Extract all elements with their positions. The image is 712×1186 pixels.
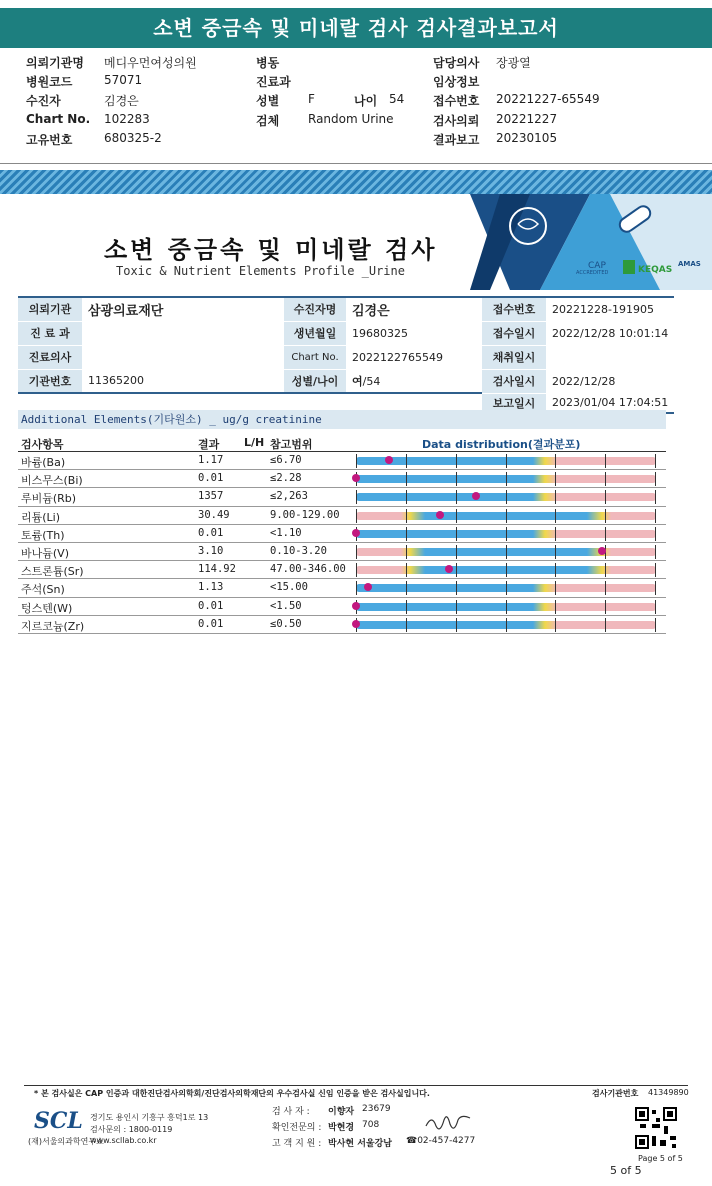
hero-banner — [0, 194, 712, 290]
bar-tick — [555, 472, 556, 486]
staff2-label: 확인전문의 : — [272, 1123, 322, 1133]
cell-ref: ≤2.28 — [270, 472, 302, 485]
bar-tick — [456, 490, 457, 504]
bar-tick — [406, 509, 407, 523]
cell-ref: 0.10-3.20 — [270, 544, 327, 557]
cell-ref: 9.00-129.00 — [270, 508, 340, 521]
distribution-bar — [356, 493, 656, 501]
bar-tick — [555, 509, 556, 523]
result-marker — [364, 583, 372, 591]
bar-tick — [456, 581, 457, 595]
hero-title: 소변 중금속 및 미네랄 검사 — [104, 236, 438, 264]
bar-tick — [456, 472, 457, 486]
value-chart: 2022122765549 — [346, 345, 482, 369]
cell-item: 루비듐(Rb) — [21, 492, 77, 506]
results-table — [18, 434, 666, 634]
bar-tick — [356, 454, 357, 468]
label-name: 수진자명 — [284, 297, 346, 321]
cell-item: 리튬(Li) — [21, 510, 61, 524]
bar-tick — [456, 600, 457, 614]
footer-divider — [24, 1085, 688, 1086]
bar-tick — [605, 509, 606, 523]
cell-ref: ≤0.50 — [270, 617, 302, 630]
bar-tick — [356, 509, 357, 523]
staff1-label: 검 사 자 : — [272, 1107, 310, 1117]
signature-icon — [424, 1112, 472, 1134]
cell-item: 스트론튬(Sr) — [21, 565, 84, 579]
bar-tick — [655, 618, 656, 632]
bar-tick — [506, 527, 507, 541]
staff3-label: 고 객 지 원 : — [272, 1139, 322, 1149]
bar-tick — [456, 527, 457, 541]
meta-label: 진료과 — [256, 75, 291, 89]
bar-tick — [655, 527, 656, 541]
value-doctor — [82, 345, 284, 369]
bar-tick — [506, 490, 507, 504]
col-lh: L/H — [244, 436, 265, 449]
bar-tick — [406, 581, 407, 595]
meta-label: 접수번호 — [433, 94, 480, 108]
value-dept — [82, 321, 284, 345]
bar-tick — [605, 581, 606, 595]
cell-result: 3.10 — [198, 544, 224, 557]
badge-cap: CAP — [588, 261, 606, 271]
cell-ref: 47.00-346.00 — [270, 563, 346, 576]
results-body — [18, 452, 666, 634]
cell-result: 0.01 — [198, 599, 224, 612]
bar-tick — [406, 454, 407, 468]
col-dist: Data distribution(결과분포) — [422, 438, 581, 451]
meta-label: 담당의사 — [433, 56, 480, 70]
qr-code-icon — [634, 1106, 678, 1150]
bar-tick — [506, 509, 507, 523]
meta-value: 김경은 — [104, 94, 139, 108]
bar-tick — [406, 545, 407, 559]
page-number: 5 of 5 — [610, 1164, 642, 1177]
staff3-name: 박사현 서울강남 — [328, 1139, 392, 1149]
bar-tick — [506, 600, 507, 614]
bar-tick — [506, 454, 507, 468]
bar-tick — [605, 600, 606, 614]
staff1-name: 이향자 — [328, 1107, 355, 1117]
distribution-bar — [356, 457, 656, 465]
value-org: 삼광의료재단 — [82, 297, 284, 321]
value-sex: 여 — [352, 374, 363, 388]
staff1-no: 23679 — [362, 1104, 391, 1114]
col-result: 결과 — [198, 438, 220, 451]
value-inst: 11365200 — [82, 369, 284, 393]
value-sexage — [346, 369, 482, 393]
result-marker — [352, 529, 360, 537]
cell-ref: ≤2,263 — [270, 490, 308, 503]
value-testdate: 2022/12/28 — [546, 369, 674, 393]
distribution-bar — [356, 566, 656, 574]
meta-value: 680325-2 — [104, 131, 162, 145]
distribution-bar — [356, 475, 656, 483]
label-dept: 진 료 과 — [18, 321, 82, 345]
value-birth: 19680325 — [346, 321, 482, 345]
meta-label: 병원코드 — [26, 75, 73, 89]
table-row — [18, 543, 666, 561]
label-testdate: 검사일시 — [482, 369, 546, 393]
table-row — [18, 561, 666, 579]
bar-tick — [555, 600, 556, 614]
meta-label: 의뢰기관명 — [26, 56, 84, 70]
distribution-bar — [356, 621, 656, 629]
meta-label: 결과보고 — [433, 133, 480, 147]
section-heading: Additional Elements(기타원소) _ ug/g creatinine — [18, 410, 666, 429]
label-chart: Chart No. — [284, 345, 346, 369]
meta-label: 검체 — [256, 114, 280, 128]
address: 경기도 용인시 기흥구 흥덕1로 13 — [90, 1113, 209, 1122]
meta-label: 성별 — [256, 94, 280, 108]
bar-tick — [555, 527, 556, 541]
staff3-tel: ☎02-457-4277 — [406, 1136, 476, 1146]
bar-tick — [456, 454, 457, 468]
label-doctor: 진료의사 — [18, 345, 82, 369]
bar-tick — [456, 509, 457, 523]
meta-label: 고유번호 — [26, 133, 73, 147]
distribution-bar — [356, 603, 656, 611]
meta-label: 나이 — [354, 94, 378, 108]
bar-tick — [406, 472, 407, 486]
bar-tick — [356, 581, 357, 595]
bar-tick — [655, 563, 656, 577]
footer-notice: * 본 검사실은 CAP 인증과 대한진단검사의학회/진단검사의학재단의 우수검사실 신임 인증을 받은 검사실입니다. — [34, 1089, 430, 1098]
decorative-stripe — [0, 170, 712, 194]
bar-tick — [555, 490, 556, 504]
bar-tick — [655, 472, 656, 486]
bar-tick — [406, 563, 407, 577]
lab-no: 41349890 — [648, 1088, 689, 1097]
value-collect — [546, 345, 674, 369]
cell-result: 30.49 — [198, 508, 230, 521]
badge-keqas: KEQAS — [638, 265, 673, 275]
distribution-bar — [356, 512, 656, 520]
label-birth: 생년월일 — [284, 321, 346, 345]
col-item: 검사항목 — [21, 438, 64, 451]
bar-tick — [655, 600, 656, 614]
bar-tick — [506, 581, 507, 595]
table-row — [18, 507, 666, 525]
bar-tick — [456, 545, 457, 559]
bar-tick — [406, 490, 407, 504]
cell-result: 1.13 — [198, 581, 224, 594]
logo-sub: (재)서울의과학연구소 — [28, 1137, 104, 1146]
bar-tick — [605, 563, 606, 577]
table-row — [18, 470, 666, 488]
bar-tick — [655, 581, 656, 595]
cell-result: 0.01 — [198, 617, 224, 630]
label-sexage: 성별/나이 — [284, 369, 346, 393]
meta-value: 장광열 — [496, 56, 531, 70]
meta-value: 20221227-65549 — [496, 92, 600, 106]
meta-value: 메디우먼여성의원 — [104, 56, 197, 70]
lab-no-label: 검사기관번호 — [592, 1089, 639, 1098]
result-marker — [352, 620, 360, 628]
result-marker — [352, 474, 360, 482]
bar-tick — [655, 454, 656, 468]
table-row — [18, 525, 666, 543]
result-marker — [598, 547, 606, 555]
bar-tick — [356, 563, 357, 577]
bar-tick — [555, 545, 556, 559]
meta-label: 수진자 — [26, 94, 61, 108]
bar-tick — [506, 563, 507, 577]
staff2-name: 박현경 — [328, 1123, 355, 1133]
cell-ref: <15.00 — [270, 581, 308, 594]
cell-item: 토륨(Th) — [21, 528, 65, 542]
bar-tick — [555, 581, 556, 595]
bar-tick — [356, 545, 357, 559]
distribution-bar — [356, 548, 656, 556]
bar-tick — [605, 490, 606, 504]
bar-tick — [655, 545, 656, 559]
label-recno: 접수번호 — [482, 297, 546, 321]
result-marker — [472, 492, 480, 500]
meta-label: 임상정보 — [433, 75, 480, 89]
table-row — [18, 452, 666, 470]
scl-logo: SCL — [34, 1108, 83, 1134]
meta-value: 54 — [389, 92, 405, 106]
cell-result: 1357 — [198, 490, 224, 503]
bar-tick — [406, 600, 407, 614]
cell-item: 주석(Sn) — [21, 583, 65, 597]
bar-tick — [605, 527, 606, 541]
value-report: 2023/01/04 17:04:51 — [546, 393, 674, 413]
bar-tick — [506, 472, 507, 486]
distribution-bar — [356, 584, 656, 592]
cell-ref: <1.50 — [270, 599, 302, 612]
bar-tick — [456, 563, 457, 577]
cell-item: 바나듐(V) — [21, 546, 69, 560]
value-recdate: 2022/12/28 10:01:14 — [546, 321, 674, 345]
meta-label: 병동 — [256, 56, 280, 70]
distribution-bar — [356, 530, 656, 538]
bar-tick — [406, 618, 407, 632]
bar-tick — [506, 545, 507, 559]
table-row — [18, 488, 666, 506]
col-ref: 참고범위 — [270, 438, 313, 451]
staff2-no: 708 — [362, 1120, 380, 1130]
cell-result: 0.01 — [198, 526, 224, 539]
badge-amas: AMAS — [678, 260, 701, 268]
bar-tick — [555, 618, 556, 632]
meta-value: 20221227 — [496, 112, 558, 126]
website: www.scllab.co.kr — [90, 1136, 157, 1145]
value-recno: 20221228-191905 — [546, 297, 674, 321]
cell-result: 1.17 — [198, 454, 224, 466]
value-name: 김경은 — [346, 297, 482, 321]
report-title: 소변 중금속 및 미네랄 검사 검사결과보고서 — [0, 8, 712, 48]
table-row — [18, 579, 666, 597]
meta-value: Random Urine — [308, 112, 394, 126]
meta-value: 57071 — [104, 73, 143, 87]
contact: 검사문의 : 1800-0119 — [90, 1125, 173, 1134]
table-row — [18, 598, 666, 616]
cell-item: 바륨(Ba) — [21, 456, 66, 469]
hero-graphic — [470, 194, 712, 290]
cell-item: 비스무스(Bi) — [21, 474, 83, 488]
patient-info-table — [18, 296, 674, 414]
value-age: /54 — [362, 374, 381, 388]
divider — [0, 163, 712, 164]
meta-label: 검사의뢰 — [433, 114, 480, 128]
cell-result: 0.01 — [198, 472, 224, 485]
bar-tick — [655, 490, 656, 504]
result-marker — [445, 565, 453, 573]
meta-label: Chart No. — [26, 112, 91, 126]
bar-tick — [356, 490, 357, 504]
cell-result: 114.92 — [198, 563, 236, 576]
result-marker — [436, 511, 444, 519]
bar-tick — [506, 618, 507, 632]
bar-tick — [555, 454, 556, 468]
keqas-logo-mark — [623, 260, 635, 274]
cell-item: 텅스텐(W) — [21, 601, 73, 615]
cell-item: 지르코늄(Zr) — [21, 619, 85, 633]
results-header — [18, 434, 666, 452]
label-inst: 기관번호 — [18, 369, 82, 393]
bar-tick — [605, 472, 606, 486]
page-small: Page 5 of 5 — [638, 1154, 683, 1163]
badge-accredited: ACCREDITED — [576, 270, 609, 276]
cell-ref: <1.10 — [270, 526, 302, 539]
meta-value: 20230105 — [496, 131, 558, 145]
label-org: 의뢰기관 — [18, 297, 82, 321]
bar-tick — [605, 618, 606, 632]
label-collect: 채취일시 — [482, 345, 546, 369]
bar-tick — [456, 618, 457, 632]
meta-value: F — [308, 92, 315, 106]
hero-subtitle: Toxic & Nutrient Elements Profile _Urine — [116, 264, 405, 278]
meta-value: 102283 — [104, 112, 150, 126]
bar-tick — [605, 454, 606, 468]
result-marker — [352, 602, 360, 610]
table-row — [18, 616, 666, 634]
result-marker — [385, 456, 393, 464]
cell-ref: ≤6.70 — [270, 454, 302, 466]
bar-tick — [406, 527, 407, 541]
label-recdate: 접수일시 — [482, 321, 546, 345]
label-report: 보고일시 — [482, 393, 546, 413]
bar-tick — [655, 509, 656, 523]
bar-tick — [555, 563, 556, 577]
